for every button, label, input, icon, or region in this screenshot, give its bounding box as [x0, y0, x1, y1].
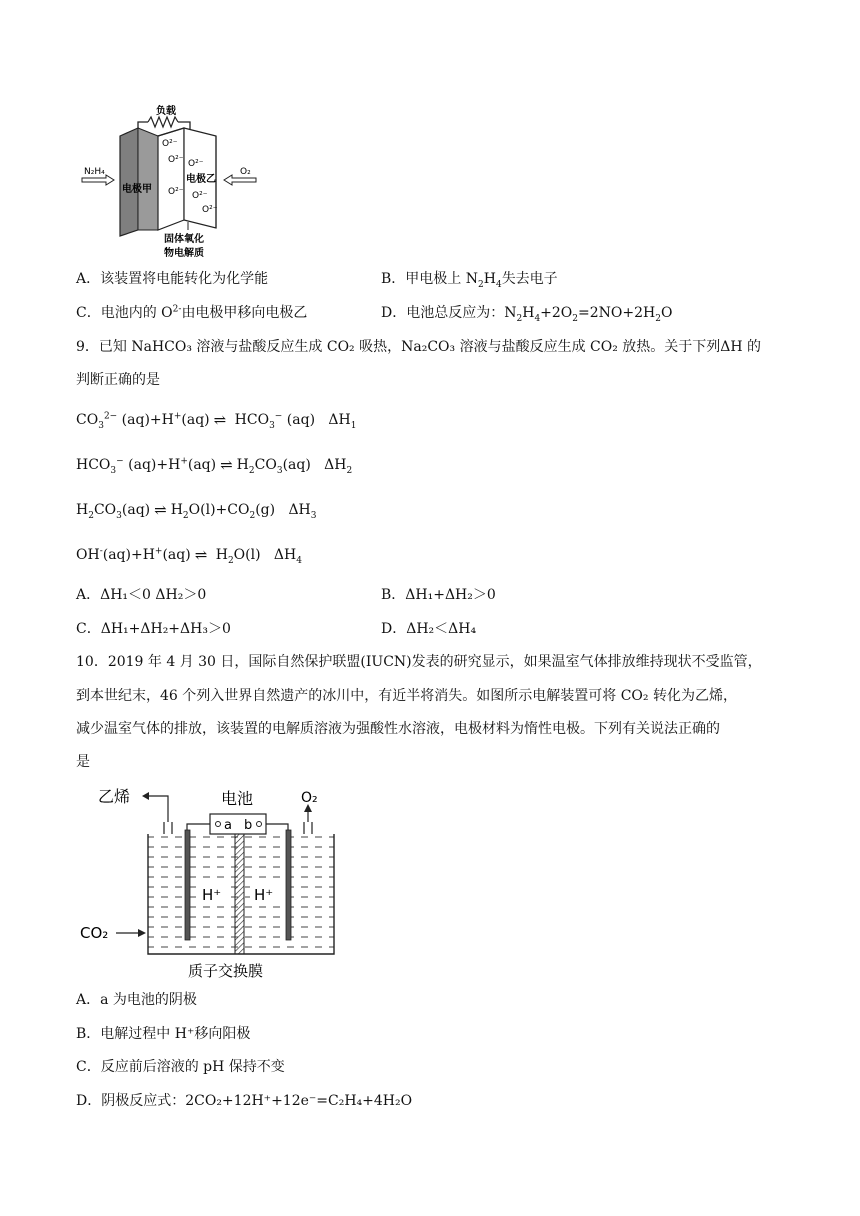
terminal-a-label: a — [224, 818, 232, 833]
electrode-b-label: 电极乙 — [186, 174, 216, 185]
equation-1: $CO_3^{2-}$ (aq)+H+(aq) ⇌ $HCO_3^-$ (aq) $\Delta H_1$ — [76, 411, 357, 431]
option-text: 电池内的 O — [100, 305, 173, 321]
fuel-label: N₂H₄ — [84, 167, 105, 177]
fuel-cell-diagram — [76, 102, 276, 264]
option-text: H — [483, 271, 496, 287]
co2-inlet-arrow-icon — [138, 929, 146, 937]
option-text: 甲电极上 N — [405, 271, 478, 287]
equation-2: $HCO_3^-$ (aq)+H+(aq) ⇌ $H_2CO_3(aq)$ $\Delta H_2$ — [76, 456, 353, 476]
electrolysis-diagram — [76, 782, 346, 982]
oxide-ion-label: O²⁻ — [162, 139, 178, 149]
option-text: 电池总反应为： — [406, 305, 505, 321]
electrolyte-label: 固体氧化 — [164, 234, 204, 245]
oxide-ion-label: O²⁻ — [202, 205, 218, 215]
q10-stem-line: 减少温室气体的排放，该装置的电解质溶液为强酸性水溶液，电极材料为惰性电极。下列有关说法正确的 — [76, 721, 720, 737]
option-letter: D． — [381, 305, 407, 321]
load-resistor-icon — [148, 117, 178, 127]
q8-option-a — [76, 269, 268, 289]
q10-option-d: D．阴极反应式：2CO₂+12H⁺+12e⁻=C₂H₄+4H₂O — [76, 1093, 413, 1109]
co2-label: CO₂ — [80, 924, 109, 942]
q9-option-a: A．ΔH₁＜0 ΔH₂＞0 — [76, 587, 207, 603]
equilibrium-arrow-icon: ⇌ — [154, 501, 167, 519]
option-letter: C． — [76, 305, 101, 321]
equilibrium-arrow-icon: ⇌ — [220, 456, 233, 474]
q9-option-b: B．ΔH₁+ΔH₂＞0 — [381, 587, 496, 603]
membrane-label: 质子交换膜 — [188, 962, 264, 980]
equilibrium-arrow-icon: ⇌ — [213, 411, 227, 429]
oxide-ion-label: O²⁻ — [168, 155, 184, 165]
left-electrode — [185, 830, 190, 940]
oxide-ion-label: O²⁻ — [188, 159, 204, 169]
q8-option-c: C．电池内的 $O^{2-}$由电极甲移向电极乙 — [76, 304, 308, 321]
equation-3: $H_2CO_3(aq)$ ⇌ $H_2O(l)+CO_2(g)$ $\Delta H_3$ — [76, 501, 317, 521]
q10-option-b: B．电解过程中 H⁺移向阳极 — [76, 1026, 251, 1042]
q10-stem-line: 是 — [76, 754, 90, 770]
proton-exchange-membrane — [235, 830, 244, 954]
q10-option-a: A．a 为电池的阴极 — [76, 992, 197, 1008]
q9-option-c: C．ΔH₁+ΔH₂+ΔH₃＞0 — [76, 621, 231, 637]
oxide-ion-label: O²⁻ — [192, 191, 208, 201]
electrode-a-label: 电极甲 — [122, 184, 152, 195]
terminal-b-icon — [257, 822, 262, 827]
proton-label: H⁺ — [254, 886, 274, 904]
ethylene-outlet-arrow-icon — [142, 792, 149, 800]
q8-option-b: B．甲电极上 $N_2H_4$失去电子 — [381, 271, 558, 290]
load-label: 负载 — [156, 106, 176, 117]
electrolyte-label: 物电解质 — [164, 248, 204, 259]
oxidant-label: O₂ — [240, 167, 251, 177]
oxide-ion-label: O²⁻ — [168, 187, 184, 197]
q9-stem-line: 判断正确的是 — [76, 372, 160, 388]
option-text: 失去电子 — [501, 271, 558, 287]
proton-label: H⁺ — [202, 886, 222, 904]
option-letter: A． — [76, 271, 101, 287]
q10-stem-line: 到本世纪末，46 个列入世界自然遗产的冰川中，有近半将消失。如图所示电解装置可将 CO₂ 转化为乙烯， — [76, 688, 737, 704]
battery-label: 电池 — [221, 789, 254, 808]
equation-4: OH-(aq)+H+(aq) ⇌ $H_2O(l)$ $\Delta H_4$ — [76, 546, 302, 566]
option-text: 由电极甲移向电极乙 — [181, 305, 308, 321]
oxygen-label: O₂ — [301, 790, 318, 806]
ethylene-label: 乙烯 — [98, 787, 131, 806]
q9-stem-line: 9．已知 NaHCO₃ 溶液与盐酸反应生成 CO₂ 吸热，Na₂CO₃ 溶液与盐酸反应生成 CO₂ 放热。关于下列ΔH 的 — [76, 339, 762, 355]
equilibrium-arrow-icon: ⇌ — [194, 546, 208, 564]
q10-option-c: C．反应前后溶液的 pH 保持不变 — [76, 1059, 285, 1075]
option-text: 该装置将电能转化为化学能 — [100, 271, 269, 287]
right-electrode — [286, 830, 291, 940]
terminal-a-icon — [216, 822, 221, 827]
q8-option-d: D．电池总反应为：$N_2H_4+2O_2=2NO+2H_2O$ — [381, 305, 673, 324]
q9-option-d: D．ΔH₂＜ΔH₄ — [381, 621, 477, 637]
terminal-b-label: b — [244, 818, 253, 833]
q10-stem-line: 10．2019 年 4 月 30 日，国际自然保护联盟(IUCN)发表的研究显示，如果温室气体排放维持现状不受监管， — [76, 654, 762, 670]
option-letter: B． — [381, 271, 406, 287]
